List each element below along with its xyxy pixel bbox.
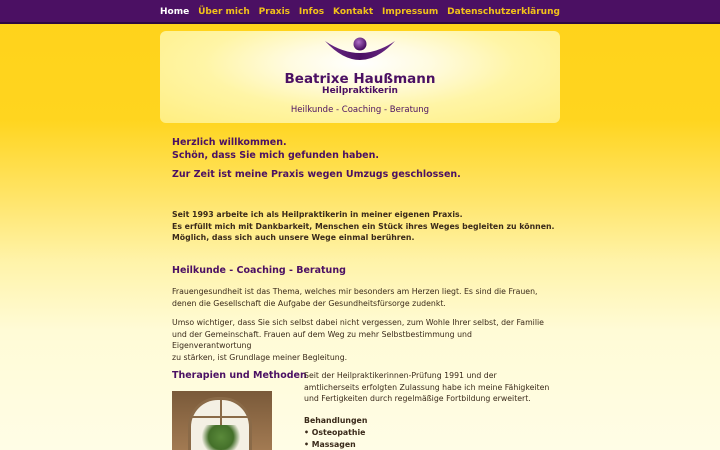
section-heading: Heilkunde - Coaching - Beratung (172, 265, 346, 276)
paragraph-line: Seit der Heilpraktikerinnen-Prüfung 1991 und der (304, 371, 497, 380)
header-tagline: Heilkunde - Coaching - Beratung (290, 105, 430, 115)
nav-item-kontakt[interactable]: Kontakt (333, 7, 374, 17)
welcome-line: Herzlich willkommen. (172, 137, 287, 148)
welcome-line: Schön, dass Sie mich gefunden haben. (172, 150, 379, 161)
header-name: Beatrixe Haußmann (284, 71, 436, 87)
list-item: • Osteopathie (304, 428, 366, 437)
welcome-text (172, 136, 379, 162)
nav-item-infos[interactable]: Infos (298, 7, 325, 17)
intro-paragraph (172, 209, 562, 244)
paragraph-line: amtlicherseits erfolgten Zulassung habe ich meine Fähigkeiten (304, 382, 550, 392)
plant-image (200, 425, 242, 450)
nav-item-impressum[interactable]: Impressum (382, 7, 439, 17)
list-item: • Massagen (304, 439, 356, 449)
methods-paragraph (304, 370, 554, 405)
paragraph-begleitung (172, 317, 552, 363)
paragraph-line: Frauengesundheit ist das Thema, welches mir besonders am Herzen liegt. Es sind die Frauen, (172, 287, 538, 296)
nav-item-datenschutz[interactable]: Datenschutzerklärung (447, 7, 560, 17)
nav-menu (160, 0, 560, 24)
header-subtitle: Heilpraktikerin (322, 86, 398, 96)
paragraph-line: Umso wichtiger, dass Sie sich selbst dabei nicht vergessen, zum Wohle Ihrer selbst, der Familie (172, 318, 544, 327)
nav-item-praxis[interactable]: Praxis (258, 7, 291, 17)
top-navigation-bar (0, 0, 720, 24)
treatments-list (304, 427, 365, 450)
intro-line: Seit 1993 arbeite ich als Heilpraktikerin in meiner eigenen Praxis. (172, 210, 463, 219)
paragraph-line: denen die Gesellschaft die Aufgabe der Gesundheitsfürsorge zudenkt. (172, 298, 446, 308)
practice-room-photo (172, 391, 272, 450)
paragraph-line: und Fertigkeiten durch regelmäßige Fortbildung erweitert. (304, 394, 531, 404)
paragraph-line: zu stärken, ist Grundlage meiner Begleitung. (172, 352, 348, 362)
nav-item-home[interactable]: Home (160, 7, 190, 17)
intro-line: Möglich, dass sich auch unsere Wege einmal berühren. (172, 233, 415, 243)
intro-line: Es erfüllt mich mit Dankbarkeit, Menschen ein Stück ihres Weges begleiten zu können. (172, 221, 555, 231)
closed-notice: Zur Zeit ist meine Praxis wegen Umzugs geschlossen. (172, 169, 461, 180)
paragraph-line: und der Gemeinschaft. Frauen auf dem Weg zu mehr Selbstbestimmung und Eigenverantwortung (172, 329, 472, 351)
smile-arc-logo-icon[interactable] (323, 35, 397, 71)
paragraph-frauengesundheit (172, 286, 544, 309)
treatments-heading: Behandlungen (304, 416, 368, 425)
nav-item-ueber-mich[interactable]: Über mich (198, 7, 250, 17)
methods-heading: Therapien und Methoden (172, 370, 307, 381)
